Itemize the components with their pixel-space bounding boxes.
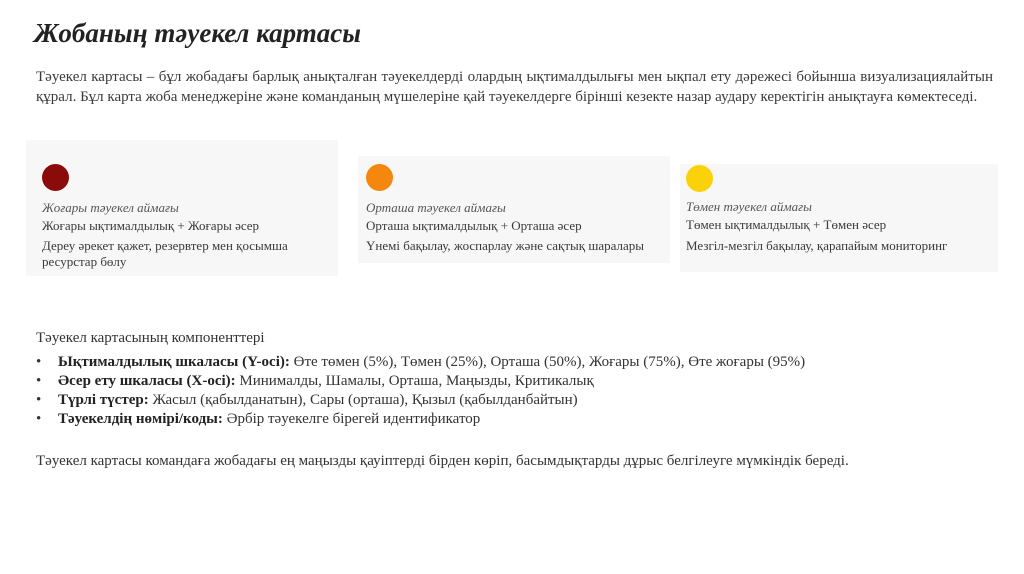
bullet-icon: • [36,354,42,370]
high-risk-card [26,140,338,276]
zone-action: Мезгіл-мезгіл бақылау, қарапайым мониторинг [686,238,948,253]
bullet-icon: • [36,411,42,427]
item-text: Жасыл (қабылданатын), Сары (орташа), Қызыл (қабылданбайтын) [148,392,578,408]
item-text: Әрбір тәуекелге бірегей идентификатор [222,411,481,427]
components-title: Тәуекел картасының компоненттері [36,330,265,346]
list-item [36,353,805,372]
zone-formula: Орташа ықтималдылық + Орташа әсер [366,218,582,233]
item-label: Әсер ету шкаласы (X-осі): [58,373,236,389]
zone-label: Орташа тәуекел аймағы [366,200,506,215]
list-item [36,410,805,429]
components-list [36,353,805,429]
item-label: Ықтималдылық шкаласы (Y-осі): [58,354,290,370]
red-circle-icon [42,164,69,191]
list-item [36,391,805,410]
item-text: Минималды, Шамалы, Орташа, Маңызды, Критикалық [235,373,594,389]
low-risk-card [680,164,998,272]
item-text: Өте төмен (5%), Төмен (25%), Орташа (50%), Жоғары (75%), Өте жоғары (95%) [289,354,806,370]
page-title: Жобаның тәуекел картасы [34,18,361,48]
conclusion-paragraph: Тәуекел картасы командаға жобадағы ең маңызды қауіптерді бірден көріп, басымдықтарды дұрыс белгілеуге мүмкіндік береді. [36,453,849,469]
list-item [36,372,805,391]
bullet-icon: • [36,392,42,408]
bullet-icon: • [36,373,42,389]
zone-action: Дереу әрекет қажет, резервтер мен қосымша ресурстар бөлу [42,238,288,269]
zone-formula: Төмен ықтималдылық + Төмен әсер [686,217,887,232]
zone-formula: Жоғары ықтималдылық + Жоғары әсер [42,218,260,233]
yellow-circle-icon [686,165,713,192]
zone-action: Үнемі бақылау, жоспарлау және сақтық шаралары [366,238,644,253]
medium-risk-card [358,156,670,263]
intro-paragraph: Тәуекел картасы – бұл жобадағы барлық анықталған тәуекелдерді олардың ықтималдылығы мен ықпал ету дәрежесі бойынша визуализациялайтын құрал. Бұл карта жоба менеджеріне және команданың мүшелеріне қай тәуекелдерге бірінші кезекте назар аудару керектігін анықтауға көмектеседі. [36,69,993,105]
item-label: Тәуекелдің нөмірі/коды: [58,411,223,427]
zone-label: Жоғары тәуекел аймағы [42,200,179,215]
orange-circle-icon [366,164,393,191]
zone-label: Төмен тәуекел аймағы [686,199,812,214]
item-label: Түрлі түстер: [58,392,149,408]
